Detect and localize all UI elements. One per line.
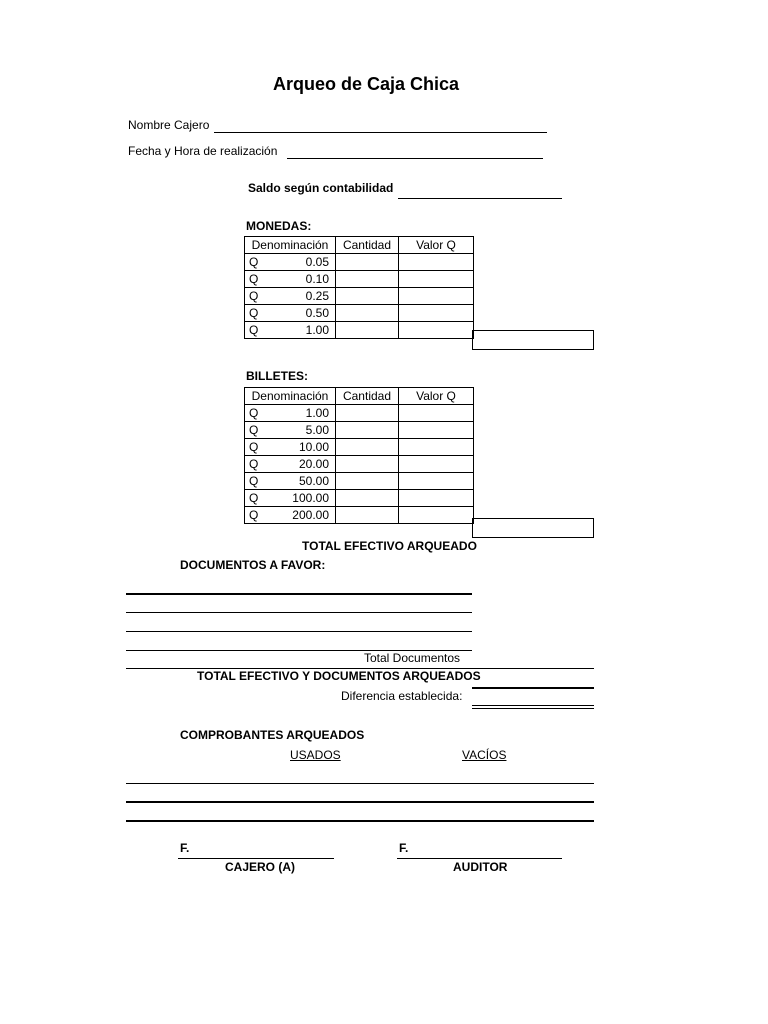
currency-symbol: Q <box>249 255 259 269</box>
table-row <box>245 271 474 288</box>
documents-total-label: Total Documentos <box>364 651 461 665</box>
denomination-amount: 1.00 <box>305 406 329 420</box>
value-cell[interactable] <box>399 288 474 305</box>
table-row <box>245 456 474 473</box>
value-cell[interactable] <box>399 490 474 507</box>
receipts-section-label: COMPROBANTES ARQUEADOS <box>180 728 365 742</box>
cashier-signature-f-label: F. <box>180 841 190 855</box>
denomination-cell <box>245 271 336 288</box>
denomination-amount: 200.00 <box>292 508 329 522</box>
bills-header-row <box>245 388 474 405</box>
bills-section-label: BILLETES: <box>246 369 308 383</box>
currency-symbol: Q <box>249 323 259 337</box>
currency-symbol: Q <box>249 508 259 522</box>
value-cell[interactable] <box>399 439 474 456</box>
difference-label: Diferencia establecida: <box>341 689 463 703</box>
quantity-cell[interactable] <box>336 473 399 490</box>
table-row <box>245 439 474 456</box>
column-header-denomination: Denominación <box>245 237 336 254</box>
coins-subtotal-cell[interactable] <box>472 330 594 350</box>
value-cell[interactable] <box>399 271 474 288</box>
cashier-name-field[interactable] <box>214 132 547 133</box>
page-title: Arqueo de Caja Chica <box>273 74 460 94</box>
currency-symbol: Q <box>249 491 259 505</box>
denomination-amount: 100.00 <box>292 491 329 505</box>
document-line-2[interactable] <box>126 612 472 613</box>
difference-field-line-2 <box>472 708 594 709</box>
denomination-cell <box>245 473 336 490</box>
bills-table <box>244 387 474 524</box>
value-cell[interactable] <box>399 422 474 439</box>
quantity-cell[interactable] <box>336 507 399 524</box>
datetime-field[interactable] <box>287 158 543 159</box>
coins-section-label: MONEDAS: <box>246 219 312 233</box>
table-row <box>245 254 474 271</box>
denomination-amount: 1.00 <box>305 323 329 337</box>
table-row <box>245 507 474 524</box>
currency-symbol: Q <box>249 406 259 420</box>
quantity-cell[interactable] <box>336 254 399 271</box>
balance-field[interactable] <box>398 198 562 199</box>
table-row <box>245 405 474 422</box>
quantity-cell[interactable] <box>336 422 399 439</box>
cashier-signature-label: CAJERO (A) <box>225 860 296 874</box>
column-header-denomination: Denominación <box>245 388 336 405</box>
quantity-cell[interactable] <box>336 305 399 322</box>
currency-symbol: Q <box>249 272 259 286</box>
table-row <box>245 322 474 339</box>
value-cell[interactable] <box>399 456 474 473</box>
cash-total-label: TOTAL EFECTIVO ARQUEADO <box>302 539 477 553</box>
currency-symbol: Q <box>249 440 259 454</box>
quantity-cell[interactable] <box>336 322 399 339</box>
denomination-cell <box>245 507 336 524</box>
documents-label: DOCUMENTOS A FAVOR: <box>180 558 326 572</box>
auditor-signature-f-label: F. <box>399 841 409 855</box>
value-cell[interactable] <box>399 305 474 322</box>
quantity-cell[interactable] <box>336 490 399 507</box>
datetime-label: Fecha y Hora de realización <box>128 144 278 158</box>
denomination-cell <box>245 254 336 271</box>
value-cell[interactable] <box>399 254 474 271</box>
currency-symbol: Q <box>249 457 259 471</box>
table-row <box>245 422 474 439</box>
quantity-cell[interactable] <box>336 271 399 288</box>
quantity-cell[interactable] <box>336 405 399 422</box>
denomination-amount: 50.00 <box>298 474 329 488</box>
table-row <box>245 490 474 507</box>
column-header-quantity: Cantidad <box>336 388 399 405</box>
denomination-amount: 0.05 <box>305 255 329 269</box>
table-row <box>245 305 474 322</box>
quantity-cell[interactable] <box>336 456 399 473</box>
currency-symbol: Q <box>249 474 259 488</box>
denomination-cell <box>245 305 336 322</box>
auditor-signature-label: AUDITOR <box>453 860 508 874</box>
column-header-value: Valor Q <box>399 388 474 405</box>
denomination-cell <box>245 456 336 473</box>
denomination-cell <box>245 439 336 456</box>
denomination-amount: 0.10 <box>305 272 329 286</box>
receipt-line-1[interactable] <box>126 783 594 784</box>
value-cell[interactable] <box>399 405 474 422</box>
balance-label: Saldo según contabilidad <box>248 181 394 195</box>
quantity-cell[interactable] <box>336 288 399 305</box>
coins-header-row <box>245 237 474 254</box>
column-header-value: Valor Q <box>399 237 474 254</box>
denomination-amount: 0.50 <box>305 306 329 320</box>
denomination-amount: 20.00 <box>298 457 329 471</box>
denomination-amount: 0.25 <box>305 289 329 303</box>
receipts-used-label: USADOS <box>290 748 341 762</box>
bills-subtotal-cell[interactable] <box>472 518 594 538</box>
difference-field-line-1[interactable] <box>472 705 594 706</box>
value-cell[interactable] <box>399 322 474 339</box>
column-header-quantity: Cantidad <box>336 237 399 254</box>
document-line-1[interactable] <box>126 593 472 595</box>
denomination-cell <box>245 288 336 305</box>
receipt-line-3[interactable] <box>126 820 594 822</box>
coins-table <box>244 236 474 339</box>
value-cell[interactable] <box>399 473 474 490</box>
value-cell[interactable] <box>399 507 474 524</box>
cash-and-docs-total-field[interactable] <box>472 687 594 689</box>
denomination-amount: 10.00 <box>298 440 329 454</box>
denomination-cell <box>245 322 336 339</box>
currency-symbol: Q <box>249 289 259 303</box>
quantity-cell[interactable] <box>336 439 399 456</box>
denomination-cell <box>245 490 336 507</box>
currency-symbol: Q <box>249 423 259 437</box>
cash-and-docs-total-label: TOTAL EFECTIVO Y DOCUMENTOS ARQUEADOS <box>197 669 481 683</box>
document-line-3[interactable] <box>126 631 472 632</box>
table-row <box>245 288 474 305</box>
denomination-amount: 5.00 <box>305 423 329 437</box>
denomination-cell <box>245 422 336 439</box>
currency-symbol: Q <box>249 306 259 320</box>
receipts-empty-label: VACÍOS <box>462 748 507 762</box>
denomination-cell <box>245 405 336 422</box>
auditor-signature-line[interactable] <box>397 858 562 859</box>
cashier-name-label: Nombre Cajero <box>128 118 210 132</box>
table-row <box>245 473 474 490</box>
cashier-signature-line[interactable] <box>178 858 334 859</box>
receipt-line-2[interactable] <box>126 801 594 803</box>
